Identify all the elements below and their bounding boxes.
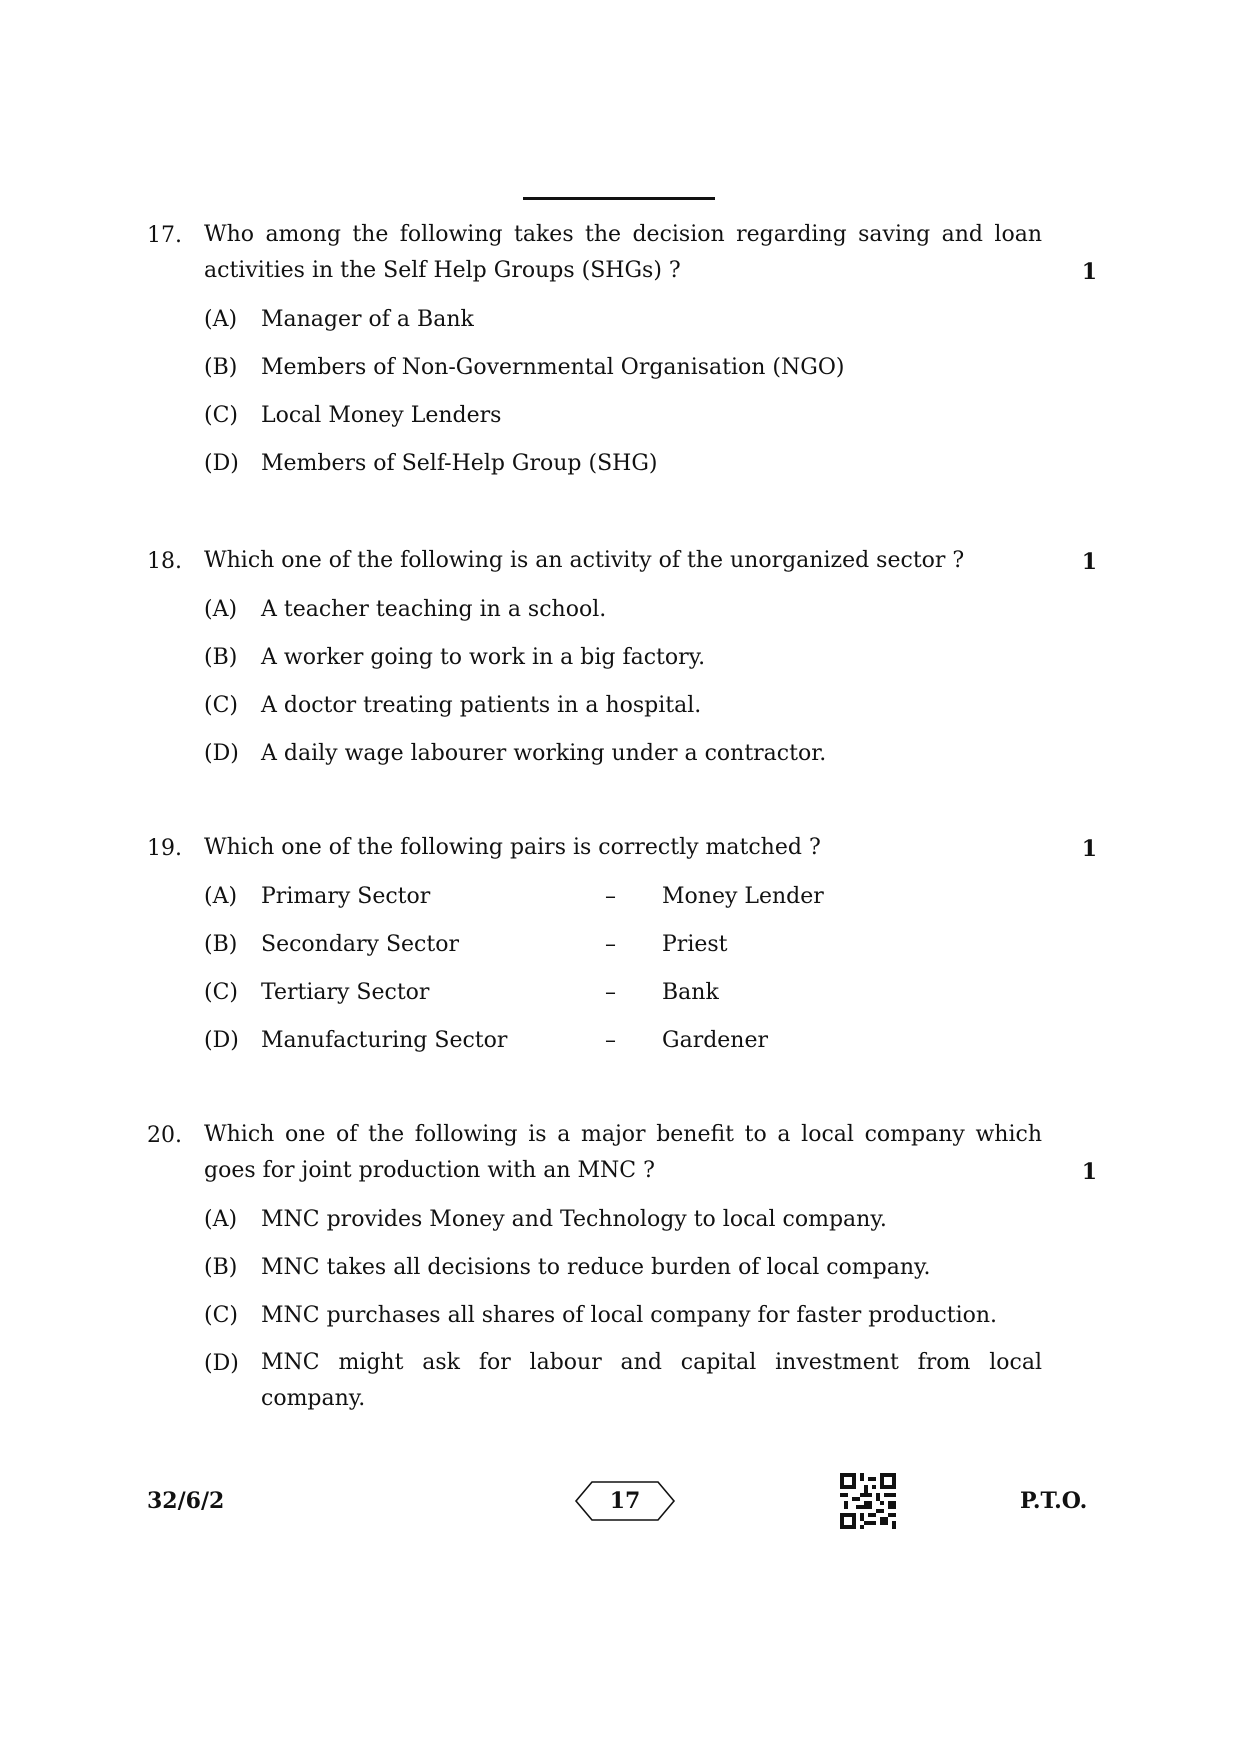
question-text-line-1: Which one of the following pairs is correctly matched ?	[204, 835, 821, 860]
question-text-line-1: Which one of the following is a major benefit to a local company which	[204, 1122, 1042, 1147]
question-marks: 1	[1081, 1159, 1097, 1185]
question-text-line-2: goes for joint production with an MNC ?	[204, 1158, 655, 1183]
match-right-text: Bank	[662, 980, 719, 1005]
match-dash: –	[605, 1028, 616, 1053]
question-text-line-2: activities in the Self Help Groups (SHGs) ?	[204, 258, 681, 283]
option-label: (B)	[204, 645, 238, 670]
option-text: A daily wage labourer working under a contractor.	[261, 741, 827, 766]
match-left-text: Manufacturing Sector	[261, 1028, 508, 1053]
question-marks: 1	[1081, 549, 1097, 575]
option-text: MNC takes all decisions to reduce burden of local company.	[261, 1255, 931, 1280]
option-label: (D)	[204, 741, 239, 766]
question-number: 17.	[147, 223, 182, 248]
question-text	[204, 830, 1042, 866]
question-number: 20.	[147, 1123, 182, 1148]
option-label: (B)	[204, 932, 238, 957]
option-label: (C)	[204, 980, 238, 1005]
question-text-line-1: Who among the following takes the decision regarding saving and loan	[204, 222, 1042, 247]
match-dash: –	[605, 932, 616, 957]
option-label: (A)	[204, 307, 238, 332]
option-text: Members of Self-Help Group (SHG)	[261, 451, 658, 476]
option-label: (B)	[204, 355, 238, 380]
question-number: 19.	[147, 836, 182, 861]
paper-code: 32/6/2	[147, 1488, 225, 1514]
match-right-text: Money Lender	[662, 884, 824, 909]
option-text: A teacher teaching in a school.	[261, 597, 607, 622]
match-right-text: Gardener	[662, 1028, 769, 1053]
page-number: 17	[609, 1488, 641, 1514]
question-text	[204, 217, 1042, 289]
option-text	[261, 1345, 1042, 1417]
option-text: MNC purchases all shares of local company for faster production.	[261, 1303, 998, 1328]
option-text: Local Money Lenders	[261, 403, 502, 428]
option-label: (C)	[204, 403, 238, 428]
question-marks: 1	[1081, 836, 1097, 862]
option-label: (D)	[204, 1351, 239, 1376]
option-text: A worker going to work in a big factory.	[261, 645, 706, 670]
option-text-line-1: MNC might ask for labour and capital investment from local	[261, 1350, 1042, 1375]
match-dash: –	[605, 980, 616, 1005]
please-turn-over-label: P.T.O.	[1020, 1488, 1088, 1514]
option-label: (C)	[204, 1303, 238, 1328]
option-text-line-2: company.	[261, 1386, 366, 1411]
match-left-text: Secondary Sector	[261, 932, 459, 957]
page-number-badge	[574, 1480, 676, 1522]
option-text: A doctor treating patients in a hospital.	[261, 693, 702, 718]
option-label: (D)	[204, 1028, 239, 1053]
question-text	[204, 1117, 1042, 1189]
option-label: (B)	[204, 1255, 238, 1280]
qr-code-icon	[840, 1473, 896, 1529]
match-left-text: Tertiary Sector	[261, 980, 430, 1005]
option-text: Manager of a Bank	[261, 307, 474, 332]
option-label: (A)	[204, 884, 238, 909]
option-text: MNC provides Money and Technology to local company.	[261, 1207, 887, 1232]
match-right-text: Priest	[662, 932, 728, 957]
question-number: 18.	[147, 549, 182, 574]
option-label: (C)	[204, 693, 238, 718]
top-separator-rule	[523, 197, 715, 200]
match-left-text: Primary Sector	[261, 884, 431, 909]
question-text	[204, 543, 1042, 579]
option-label: (D)	[204, 451, 239, 476]
match-dash: –	[605, 884, 616, 909]
option-label: (A)	[204, 1207, 238, 1232]
question-marks: 1	[1081, 259, 1097, 285]
question-text-line-1: Which one of the following is an activity of the unorganized sector ?	[204, 548, 965, 573]
option-text: Members of Non-Governmental Organisation (NGO)	[261, 355, 845, 380]
option-label: (A)	[204, 597, 238, 622]
